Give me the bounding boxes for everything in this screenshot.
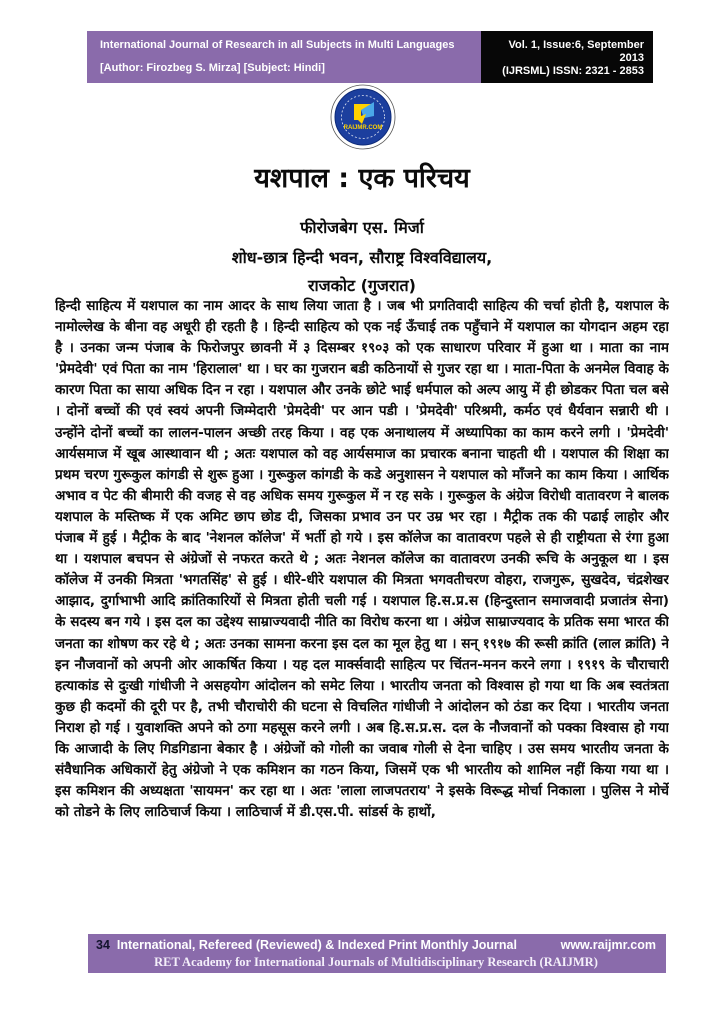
page-header (87, 31, 653, 83)
author-subject-line: [Author: Firozbeg S. Mirza] [Subject: Hindi] (100, 62, 325, 74)
raijmr-logo-icon (330, 84, 396, 150)
page-footer (88, 934, 666, 973)
footer-top-line (96, 937, 656, 954)
issue-banner (481, 31, 653, 83)
journal-banner (87, 31, 481, 83)
footer-website-link[interactable]: www.raijmr.com (560, 938, 656, 952)
journal-title: International Journal of Research in all Subjects in Multi Languages (100, 39, 455, 51)
author-affiliation: शोध-छात्र हिन्दी भवन, सौराष्ट्र विश्वविद्यालय, (231, 248, 493, 267)
author-location: राजकोट (गुजरात) (308, 276, 416, 295)
article-title: यशपाल : एक परिचय (254, 163, 470, 194)
logo-domain-text: RAIJMR.COM (343, 125, 383, 131)
article-body-paragraph: हिन्दी साहित्य में यशपाल का नाम आदर के साथ लिया जाता है । जब भी प्रगतिवादी साहित्य की चर्चा होती है, यशपाल के नामोल्लेख के बीना वह अधूरी ही रहती है । हिन्दी साहित्य को एक नई ऊँचाई तक पहुँचाने में यशपाल का योगदान अहम रहा है । उनका जन्म पंजाब के फिरोजपुर छावनी में ३ दिसम्बर १९०३ को एक साधारण परिवार में हुआ था । माता का नाम 'प्रेमदेवी' एवं पिता का नाम 'हिरालाल' था । घर का गुजरान बडी कठिनायों से गुजर रहा था । माता-पिता के अनमेल विवाह के कारण पिता का साया अधिक दिन न रहा । यशपाल और उनके छोटे भाई धर्मपाल को अल्प आयु में ही छोडकर पिता चल बसे । दोनों बच्चों की एवं स्वयं अपनी जिम्मेदारी 'प्रेमदेवी' पर आन पडी । 'प्रेमदेवी' परिश्रमी, कर्मठ एवं धैर्यवान सन्नारी थी । उन्होंने दोनों बच्चों का लालन-पालन अच्छी तरह किया । वह एक अनाथालय में अध्यापिका का काम करने लगी । 'प्रेमदेवी' आर्यसमाज में खूब आस्थावान थी ; अतः यशपाल को वह आर्यसमाज का प्रचारक बनाना चाहती थी । यशपाल की शिक्षा का प्रथम चरण गुरूकुल कांगडी से शुरू हुआ । गुरूकुल कांगडी के कडे अनुशासन ने यशपाल को माँजने का काम किया । आर्थिक अभाव व पेट की बीमारी की वजह से वह अधिक समय गुरूकुल में न रह सके । गुरूकुल के अंग्रेज विरोधी वातावरण ने बालक यशपाल के मस्तिष्क में एक अमिट छाप छोड दी, जिसका प्रभाव उन पर उम्र भर रहा । मैट्रीक तक की पढाई लाहोर और पंजाब में हुई । मैट्रीक के बाद 'नेशनल कॉलेज' में भर्ती हो गये । इस कॉलेज का वातावरण पहले से ही राष्ट्रीयता से रंगा हुआ था । यशपाल बचपन से अंग्रेजों से नफरत करते थे ; अतः नेशनल कॉलेज का वातावरण उनकी रूचि के अनुकूल था । इस कॉलेज में उनकी मित्रता 'भगतसिंह' से हुई । धीरे-धीरे यशपाल की मित्रता भगवतीचरण वोहरा, राजगुरू, सुखदेव, चंद्रशेखर आझाद, दुर्गाभाभी आदि क्रांतिकारियों से मित्रता होती चली गई । यशपाल हि.स.प्र.स (हिन्दुस्तान समाजवादी प्रजातंत्र सेना) के सदस्य बन गये । इस दल का उद्देश्य साम्राज्यवादी नीति का विरोध करना था । अंग्रेज साम्राज्यवाद के प्रतिक समा भारत की जनता का शोषण कर रहे थे ; अतः उनका सामना करना इस दल का मूल हेतु था । सन् १९१७ की रूसी क्रांति (लाल क्रांति) ने इन नौजवानों को अपनी ओर आकर्षित किया । यह दल मार्क्सवादी साहित्य पर चिंतन-मनन करने लगा । १९१९ के चौराचारी हत्याकांड से दुःखी गांधीजी ने असहयोग आंदोलन को समेट लिया । भारतीय जनता को विश्वास हो गया था कि अब स्वतंत्रता कुछ ही कदमों की दूरी पर है, तभी चौराचोरी की घटना से विचलित गांधीजी ने आंदोलन को ठंडा कर दिया । भारतीय जनता निराश हो गई । युवाशक्ति अपने को ठगा महसूस करने लगी । अब हि.स.प्र.स. दल के नौजवानों को पक्का विश्वास हो गया कि आजादी के लिए गिडगिडाना बेकार है । अंग्रेजों को गोली का जवाब गोली से देना चाहिए । उस समय भारतीय जनता के संवैधानिक अधिकारों हेतु अंग्रेजो ने एक कमिशन का गठन किया, जिसमें एक भी भारतीय को शामिल नहीं किया गया था । इस कमिशन की अध्यक्षता 'सायमन' कर रहा था । अतः 'लाला लाजपतराय' ने इसके विरूद्ध मोर्चा निकाला । पुलिस ने मोर्चे को तोडने के लिए लाठिचार्ज किया । लाठिचार्ज में डी.एस.पी. सांडर्स के हाथों, (55, 298, 669, 821)
issn-info: (IJRSML) ISSN: 2321 - 2853 (502, 65, 644, 77)
volume-info: Vol. 1, Issue:6, September 2013 (508, 39, 644, 64)
raijmr-logo-svg (330, 84, 396, 150)
footer-academy-label: RET Academy for International Journals of Multidisciplinary Research (RAIJMR) (154, 955, 598, 969)
page-number: 34 (96, 938, 110, 952)
article-author: फीरोजबेग एस. मिर्जा (300, 218, 424, 237)
footer-journal-label: International, Refereed (Reviewed) & Indexed Print Monthly Journal (116, 938, 517, 952)
